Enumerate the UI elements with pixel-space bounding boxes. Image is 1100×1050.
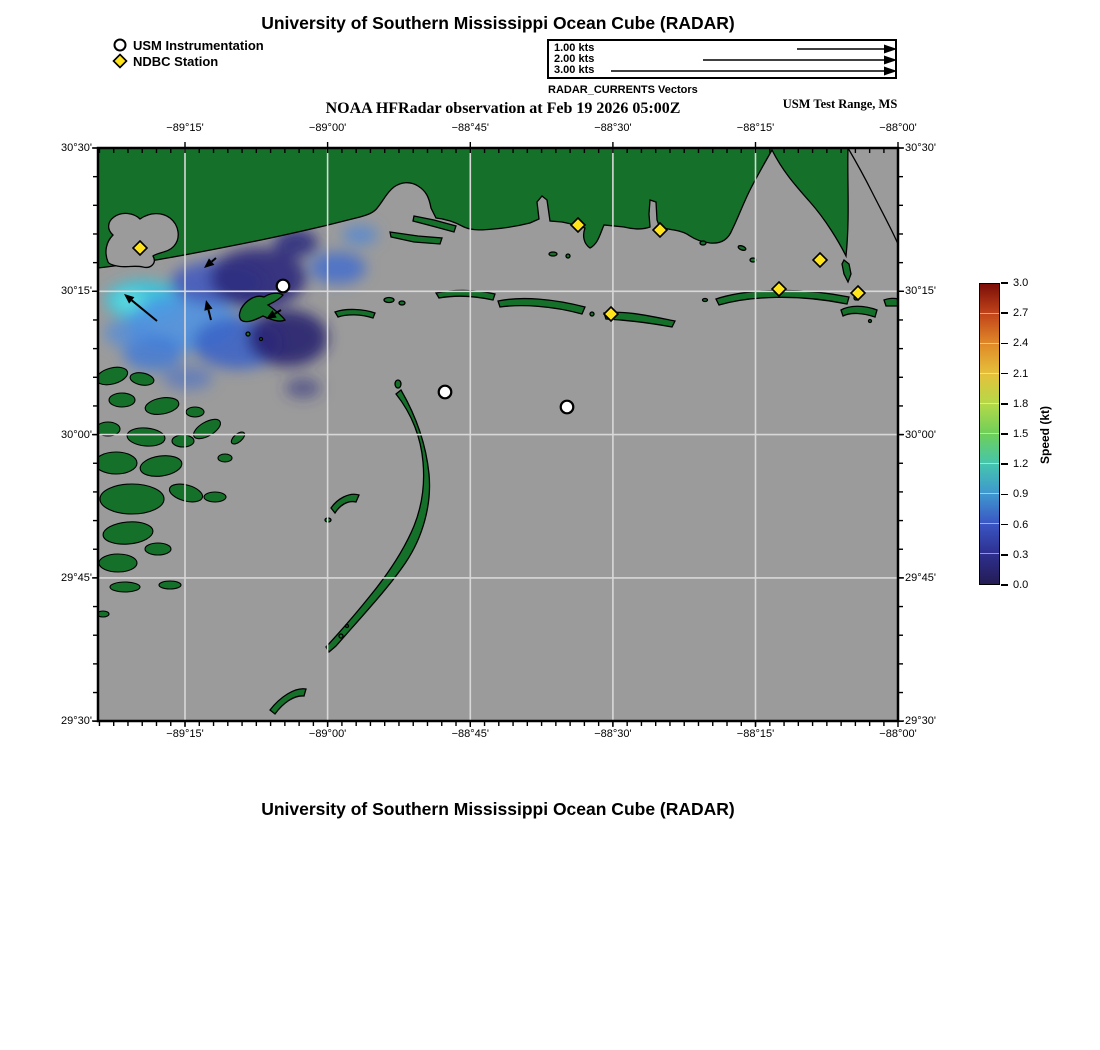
islet [339,634,343,638]
y-axis-label: 29°45' [61,571,92,584]
islet [700,241,706,245]
colorbar-tick-label: 1.8 [1013,397,1029,410]
colorbar-tick [1001,343,1008,345]
legend-item-usm [112,37,264,53]
islet [260,338,263,341]
colorbar-tick [1001,312,1008,314]
x-axis-label: −89°00' [308,728,347,740]
marsh-island [110,582,140,592]
colorbar-tick [1001,403,1008,405]
marsh-island [100,484,164,514]
islet [246,332,250,336]
map-legend [112,37,264,69]
colorbar-segment-line [980,523,999,524]
marsh-island [109,393,135,407]
marsh-island [204,492,226,502]
usm-instrumentation-marker [439,386,452,399]
usm-instrumentation-marker [277,280,290,293]
colorbar-tick-label: 2.7 [1013,307,1029,320]
vector-scale-label-3: 3.00 kts [554,64,595,76]
colorbar-tick [1001,463,1008,465]
colorbar-tick [1001,282,1008,284]
colorbar-segment-line [980,343,999,344]
colorbar [979,283,1000,585]
colorbar-tick-label: 3.0 [1013,277,1029,289]
colorbar-tick-label: 0.0 [1013,579,1029,591]
colorbar-tick [1001,584,1008,586]
vector-scale-box [547,39,897,79]
colorbar-segment-line [980,493,999,494]
x-axis-label: −88°30' [594,122,632,134]
y-axis-label: 29°30' [905,715,936,727]
colorbar-segment-line [980,433,999,434]
scale-arrow-head [884,67,895,76]
islet [549,252,557,256]
island [884,298,898,306]
y-axis-label: 29°45' [905,571,936,584]
islet [566,254,570,258]
y-axis-label: 29°30' [61,715,92,727]
colorbar-tick-label: 0.6 [1013,518,1029,531]
marsh-island [145,543,171,555]
marsh-island [159,581,181,589]
colorbar-segment-line [980,313,999,314]
circle-marker-icon [112,37,128,53]
x-axis-label: −89°15' [166,728,204,740]
x-axis-label: −88°15' [736,122,775,134]
colorbar-tick-label: 1.5 [1013,428,1029,440]
colorbar-tick [1001,373,1008,375]
diamond-marker-icon [112,53,128,69]
vector-scale-label-2: 2.00 kts [554,53,595,65]
islet [869,320,872,323]
y-axis-label: 30°30' [61,142,92,154]
x-axis-label: −88°45' [451,728,489,740]
colorbar-tick-label: 2.1 [1013,367,1029,380]
x-axis-label: −89°15' [166,122,204,134]
colorbar-tick-label: 0.3 [1013,548,1029,561]
vector-scale-arrows [549,41,895,77]
colorbar-tick-label: 1.2 [1013,458,1029,471]
islet [399,301,405,305]
marsh-island [186,407,204,417]
islet [590,312,594,316]
x-axis-label: −89°00' [308,122,347,134]
y-axis-label: 30°15' [905,285,936,298]
marsh-island [172,435,194,447]
speed-blob [310,252,366,284]
colorbar-tick-label: 2.4 [1013,337,1029,350]
scale-arrow-head [884,45,895,54]
colorbar-segment-line [980,373,999,374]
colorbar-title: Speed (kt) [1038,406,1052,465]
range-label: USM Test Range, MS [782,97,898,111]
islet [346,625,349,628]
footer-title: University of Southern Mississippi Ocean Cube (RADAR) [261,799,735,819]
speed-blob [163,366,213,390]
y-axis-label: 30°00' [61,428,92,441]
islet [395,380,401,388]
colorbar-tick [1001,433,1008,435]
colorbar-segment-line [980,463,999,464]
colorbar-segment-line [980,553,999,554]
x-axis-label: −88°00' [879,728,917,740]
usm-instrumentation-marker [561,401,574,414]
vector-scale-caption: RADAR_CURRENTS Vectors [548,84,698,96]
map-subtitle: NOAA HFRadar observation at Feb 19 2026 05:00Z [325,100,681,117]
speed-blob [104,319,148,347]
legend-item-ndbc [112,53,264,69]
y-axis-label: 30°15' [61,285,92,298]
colorbar-tick [1001,494,1008,496]
map-plot [90,140,906,730]
speed-blob [342,225,378,245]
colorbar-tick [1001,554,1008,556]
x-axis-label: −88°00' [879,122,917,134]
speed-blob [285,378,321,398]
page-title: University of Southern Mississippi Ocean Cube (RADAR) [261,13,735,33]
colorbar-tick [1001,524,1008,526]
marsh-island [218,454,232,462]
islet [703,299,708,302]
x-axis-label: −88°30' [594,728,632,740]
islet [384,298,394,303]
scale-arrow-head [884,56,895,65]
y-axis-label: 30°00' [905,428,936,441]
colorbar-segment-line [980,403,999,404]
y-axis-label: 30°30' [905,142,936,154]
marsh-island [95,452,137,474]
marsh-island [99,554,137,572]
x-axis-label: −88°15' [736,728,775,740]
legend-label-ndbc: NDBC Station [133,53,219,69]
vector-scale-label-1: 1.00 kts [554,42,595,54]
colorbar-tick-label: 0.9 [1013,488,1029,501]
x-axis-label: −88°45' [451,122,489,134]
legend-label-usm: USM Instrumentation [133,37,264,53]
